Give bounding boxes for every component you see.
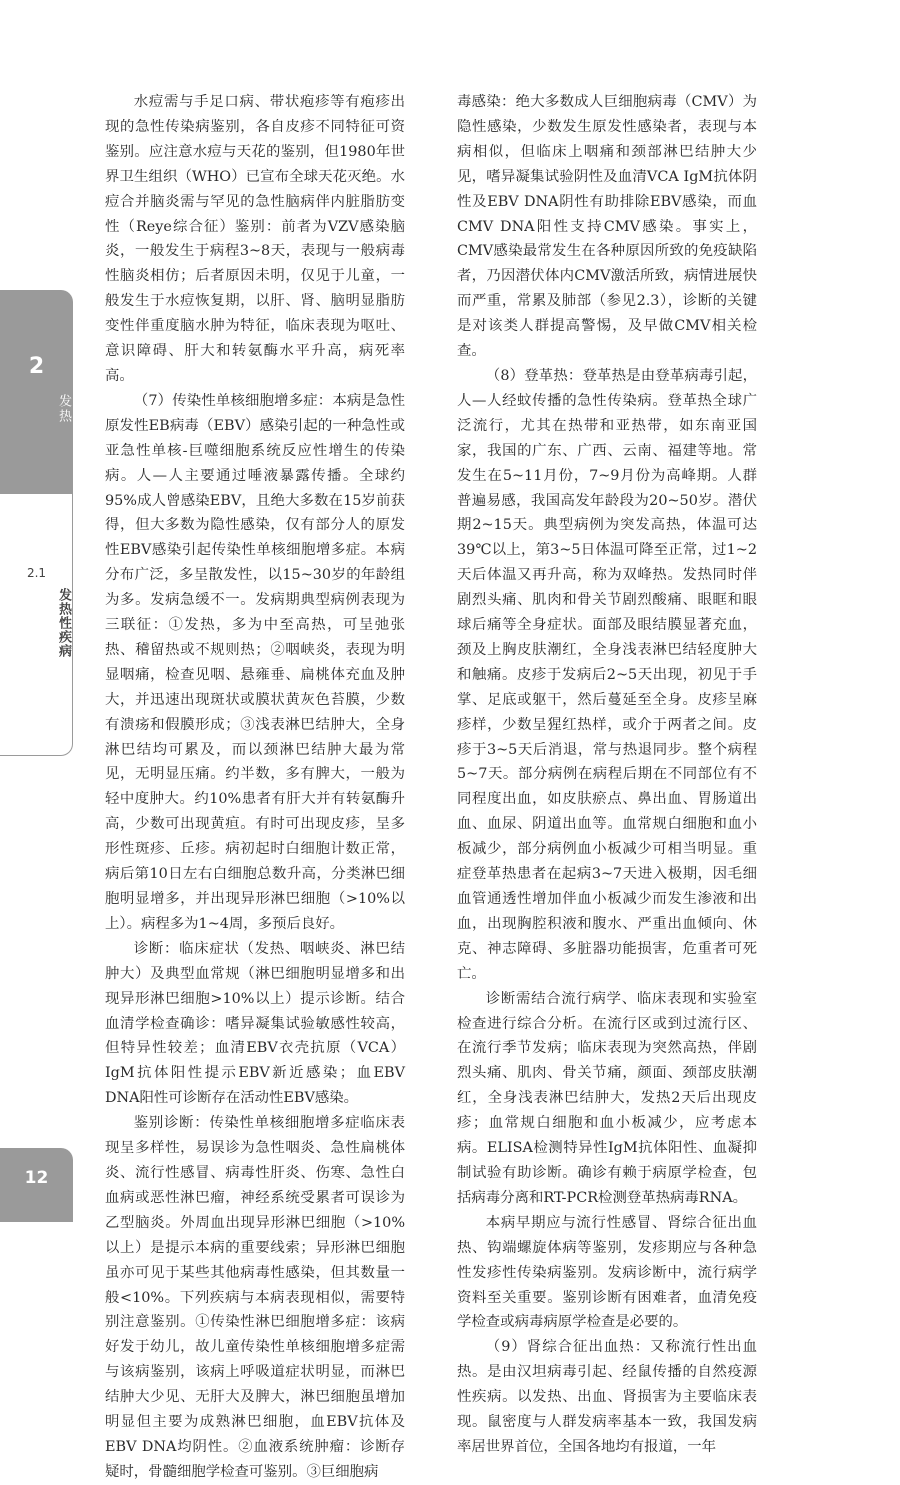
paragraph: 本病早期应与流行性感冒、肾综合征出血热、钩端螺旋体病等鉴别，发疹期应与各种急性发疹性传染病鉴别。发病诊断中，流行病学资料至关重要。鉴别诊断有困难者，血清免疫学检查或病毒病原学检查是必要的。 [457,1214,757,1331]
section-number: 2.1 [26,566,47,580]
paragraph: （8）登革热：登革热是由登革病毒引起，人—人经蚊传播的急性传染病。登革热全球广泛流行，尤其在热带和亚热带，如东南亚国家，我国的广东、广西、云南、福建等地。常发生在5~11月份，7~9月份为高峰期。人群普遍易感，我国高发年龄段为20~50岁。潜伏期2~15天。典型病例为突发高热，体温可达39℃以上，第3~5日体温可降至正常，过1~2天后体温又再升高，称为双峰热。发热同时伴剧烈头痛、肌肉和骨关节剧烈酸痛、眼眶和眼球后痛等全身症状。面部及眼结膜显著充血，颈及上胸皮肤潮红，全身浅表淋巴结轻度肿大和触痛。皮疹于发病后2~5天出现，初见于手掌、足底或躯干，然后蔓延至全身。皮疹呈麻疹样，少数呈猩红热样，或介于两者之间。皮疹于3~5天后消退，常与热退同步。整个病程5~7天。部分病例在病程后期在不同部位有不同程度出血，如皮肤瘀点、鼻出血、胃肠道出血、血尿、阴道出血等。血常规白细胞和血小板减少，部分病例血小板减少可相当明显。重症登革热患者在起病3~7天进入极期，因毛细血管通透性增加伴血小板减少而发生渗液和出血，出现胸腔积液和腹水、严重出血倾向、休克、神志障碍、多脏器功能损害，危重者可死亡。 [457,367,757,982]
paragraph: 水痘需与手足口病、带状疱疹等有疱疹出现的急性传染病鉴别，各自皮疹不同特征可资鉴别。应注意水痘与天花的鉴别，但1980年世界卫生组织（WHO）已宣布全球天花灭绝。水痘合并脑炎需与罕见的急性脑病伴内脏脂肪变性（Reye综合征）鉴别：前者为VZV感染脑炎，一般发生于病程3~8天，表现与一般病毒性脑炎相仿；后者原因未明，仅见于儿童，一般发生于水痘恢复期，以肝、肾、脑明显脂肪变性伴重度脑水肿为特征，临床表现为呕吐、意识障碍、肝大和转氨酶水平升高，病死率高。 [105,94,405,384]
right-text-column [457,90,757,1460]
paragraph: 鉴别诊断：传染性单核细胞增多症临床表现呈多样性，易误诊为急性咽炎、急性扁桃体炎、流行性感冒、病毒性肝炎、伤寒、急性白血病或恶性淋巴瘤，神经系统受累者可误诊为乙型脑炎。外周血出现异形淋巴细胞（>10%以上）是提示本病的重要线索；异形淋巴细胞虽亦可见于某些其他病毒性感染，但其数量一般<10%。下列疾病与本病表现相似，需要特别注意鉴别。①传染性淋巴细胞增多症：该病好发于幼儿，故儿童传染性单核细胞增多症需与该病鉴别，该病上呼吸道症状明显，而淋巴结肿大少见、无肝大及脾大，淋巴细胞虽增加明显但主要为成熟淋巴细胞，血EBV抗体及EBV DNA均阴性。②血液系统肿瘤：诊断存疑时，骨髓细胞学检查可鉴别。③巨细胞病 [105,1115,405,1480]
page-number: 12 [24,1168,49,1188]
chapter-tab [0,290,73,493]
section-title-text: 发热性疾病 [56,588,71,658]
paragraph: 诊断需结合流行病学、临床表现和实验室检查进行综合分析。在流行区或到过流行区、在流行季节发病；临床表现为突然高热，伴剧烈头痛、肌肉、骨关节痛，颜面、颈部皮肤潮红，全身浅表淋巴结肿大，发热2天后出现皮疹；血常规白细胞和血小板减少，应考虑本病。ELISA检测特异性IgM抗体阳性、血凝抑制试验有助诊断。确诊有赖于病原学检查，包括病毒分离和RT-PCR检测登革热病毒RNA。 [457,990,757,1206]
chapter-title-text: 发热 [56,394,71,424]
paragraph-continued: 毒感染：绝大多数成人巨细胞病毒（CMV）为隐性感染，少数发生原发性感染者，表现与本病相似，但临床上咽痛和颈部淋巴结肿大少见，嗜异凝集试验阴性及血清VCA IgM抗体阴性及EBV DNA阴性有助排除EBV感染，而血CMV DNA阳性支持CMV感染。事实上，CMV感染最常发生在各种原因所致的免疫缺陷者，乃因潜伏体内CMV激活所致，病情进展快而严重，常累及肺部（参见2.3），诊断的关键是对该类人群提高警惕，及早做CMV相关检查。 [457,94,757,360]
section-title [0,588,73,658]
paragraph: 诊断：临床症状（发热、咽峡炎、淋巴结肿大）及典型血常规（淋巴细胞明显增多和出现异形淋巴细胞>10%以上）提示诊断。结合血清学检查确诊：嗜异凝集试验敏感性较高，但特异性较差；血清EBV衣壳抗原（VCA）IgM抗体阳性提示EBV新近感染；血EBV DNA阳性可诊断存在活动性EBV感染。 [105,940,405,1107]
paragraph: （9）肾综合征出血热：又称流行性出血热。是由汉坦病毒引起、经鼠传播的自然疫源性疾病。以发热、出血、肾损害为主要临床表现。鼠密度与人群发病率基本一致，我国发病率居世界首位，全国各地均有报道，一年 [457,1339,757,1455]
chapter-number: 2 [28,354,45,379]
left-text-column [105,90,405,1485]
chapter-title [0,394,73,424]
paragraph: （7）传染性单核细胞增多症：本病是急性原发性EB病毒（EBV）感染引起的一种急性或亚急性单核-巨噬细胞系统反应性增生的传染病。人—人主要通过唾液暴露传播。全球约95%成人曾感染EBV，且绝大多数在15岁前获得，但大多数为隐性感染，仅有部分人的原发性EBV感染引起传染性单核细胞增多症。本病分布广泛，多呈散发性，以15~30岁的年龄组为多。发病急缓不一。发病期典型病例表现为三联征：①发热，多为中至高热，可呈弛张热、稽留热或不规则热；②咽峡炎，表现为明显咽痛，检查见咽、悬雍垂、扁桃体充血及肿大，并迅速出现斑状或膜状黄灰色苔膜，少数有溃疡和假膜形成；③浅表淋巴结肿大，全身淋巴结均可累及，而以颈淋巴结肿大最为常见，无明显压痛。约半数，多有脾大，一般为轻中度肿大。约10%患者有肝大并有转氨酶升高，少数可出现黄疸。有时可出现皮疹，呈多形性斑疹、丘疹。病初起时白细胞计数正常，病后第10日左右白细胞总数升高，分类淋巴细胞明显增多，并出现异形淋巴细胞（>10%以上）。病程多为1~4周，多预后良好。 [105,392,405,932]
